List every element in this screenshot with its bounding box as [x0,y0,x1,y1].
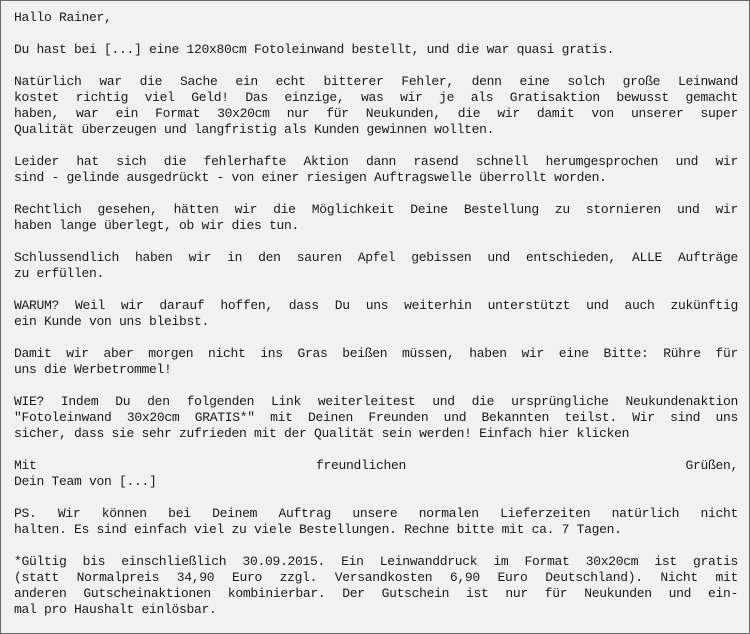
email-paragraph [14,154,738,186]
email-paragraph [14,202,738,234]
email-paragraph [14,42,738,58]
paragraph-line: halten. Es sind einfach viel zu viele Bestellungen. Rechne bitte mit ca. 7 Tagen. [14,522,622,537]
paragraph-line: WIE? Indem Du den folgenden Link weiterleitest und die ursprüngliche Neukundenaktion [14,394,738,409]
greeting-text: Hallo Rainer, [14,10,112,25]
email-paragraph [14,506,738,538]
paragraph-line: Du hast bei [...] eine 120x80cm Fotoleinwand bestellt, und die war quasi gratis. [14,42,615,57]
email-paragraph [14,394,738,442]
paragraph-line: Schlussendlich haben wir in den sauren Apfel gebissen und entschieden, ALLE Aufträge [14,250,738,265]
email-paragraph [14,250,738,282]
paragraph-line: zu erfüllen. [14,266,105,281]
paragraph-line: anderen Gutscheinaktionen kombinierbar. Der Gutschein ist nur für Neukunden und ein- [14,586,738,601]
email-paragraphs [14,42,738,618]
paragraph-line: PS. Wir können bei Deinem Auftrag unsere normalen Lieferzeiten natürlich nicht [14,506,738,521]
paragraph-line: *Gültig bis einschließlich 30.09.2015. Ein Leinwanddruck im Format 30x20cm ist gratis [14,554,738,569]
paragraph-line: WARUM? Weil wir darauf hoffen, dass Du uns weiterhin unterstützt und auch zukünftig [14,298,738,313]
paragraph-line: ein Kunde von uns bleibst. [14,314,210,329]
paragraph-line: Qualität überzeugen und langfristig als Kunden gewinnen wollten. [14,122,495,137]
email-paragraph [14,298,738,330]
paragraph-line: mal pro Haushalt einlösbar. [14,602,217,617]
paragraph-line: haben, war ein Format 30x20cm nur für Neukunden, die wir damit von unserer super [14,106,738,121]
paragraph-line: kostet richtig viel Geld! Das einzige, was wir je als Gratisaktion bewusst gemacht [14,90,738,105]
paragraph-line: Mit freundlichen Grüßen, [14,458,738,473]
paragraph-line: "Fotoleinwand 30x20cm GRATIS*" mit Deinen Freunden und Bekannten teilst. Wir sind uns [14,410,738,425]
paragraph-line: haben lange überlegt, ob wir dies tun. [14,218,300,233]
paragraph-line: uns die Werbetrommel! [14,362,172,377]
paragraph-line: sind - gelinde ausgedrückt - von einer riesigen Auftragswelle überrollt worden. [14,170,607,185]
greeting [14,10,738,26]
email-paragraph [14,74,738,138]
email-paragraph [14,554,738,618]
paragraph-line: Natürlich war die Sache ein echt bitterer Fehler, denn eine solch große Leinwand [14,74,738,89]
paragraph-line: Dein Team von [...] [14,474,157,489]
paragraph-line: sicher, dass sie sehr zufrieden mit der Qualität sein werden! Einfach hier klicken [14,426,630,441]
paragraph-line: Damit wir aber morgen nicht ins Gras beißen müssen, haben wir eine Bitte: Rühre für [14,346,738,361]
paragraph-line: Rechtlich gesehen, hätten wir die Möglichkeit Deine Bestellung zu stornieren und wir [14,202,738,217]
email-paragraph [14,346,738,378]
email-paragraph [14,458,738,490]
paragraph-line: Leider hat sich die fehlerhafte Aktion dann rasend schnell herumgesprochen und wir [14,154,738,169]
paragraph-line: (statt Normalpreis 34,90 Euro zzgl. Versandkosten 6,90 Euro Deutschland). Nicht mit [14,570,738,585]
